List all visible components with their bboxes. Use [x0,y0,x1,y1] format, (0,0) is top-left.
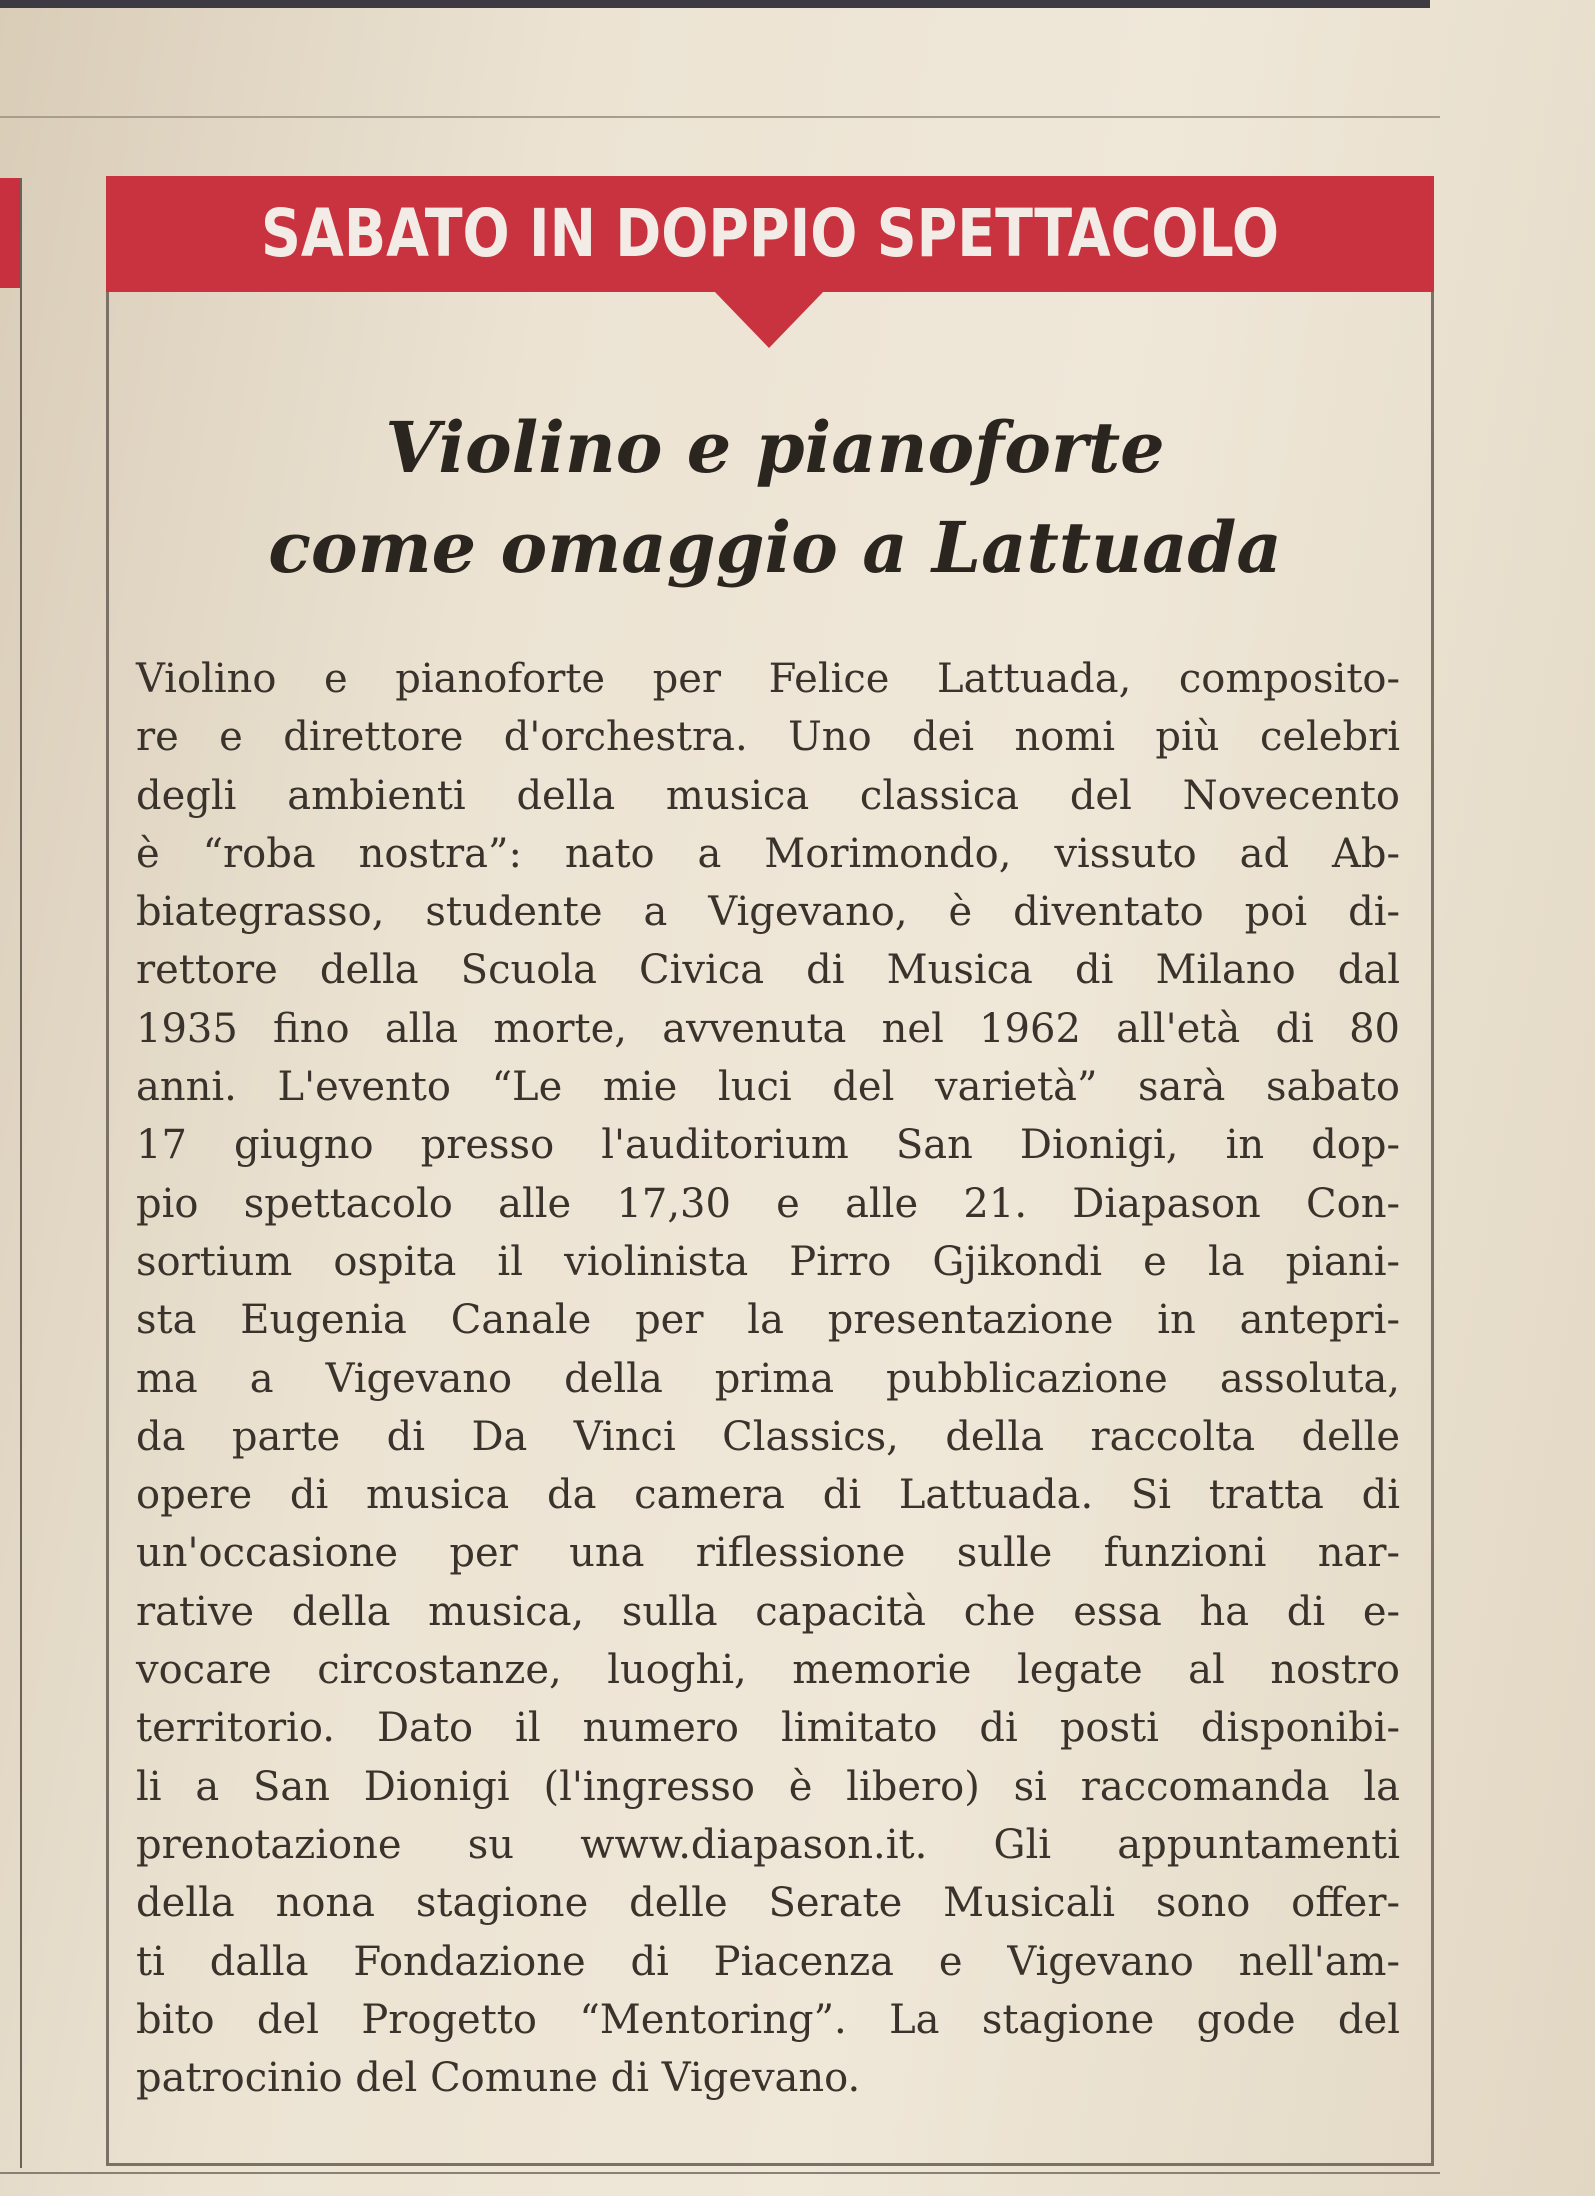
body-line: ti dalla Fondazione di Piacenza e Vigevano nell'am- [136,1938,1400,1985]
article-headline [130,398,1420,598]
banner-pointer [713,290,825,348]
body-line: 1935 fino alla morte, avvenuta nel 1962 all'età di 80 [136,1005,1400,1052]
body-line: ma a Vigevano della prima pubblicazione assoluta, [136,1355,1400,1402]
body-line: prenotazione su www.diapason.it. Gli appuntamenti [136,1821,1400,1868]
body-line: re e direttore d'orchestra. Uno dei nomi più celebri [136,714,1400,761]
adjacent-column-banner [0,178,22,288]
banner-label: SABATO IN DOPPIO SPETTACOLO [260,195,1279,272]
body-line: degli ambienti della musica classica del Novecento [136,772,1400,819]
top-divider [0,116,1440,118]
body-line: bito del Progetto “Mentoring”. La stagione gode del [136,1996,1400,2043]
body-line: li a San Dionigi (l'ingresso è libero) si raccomanda la [136,1763,1400,1810]
top-edge-strip [0,0,1430,8]
article-body [136,650,1400,2107]
body-line: sortium ospita il violinista Pirro Gjikondi e la piani- [136,1238,1400,1285]
body-line: della nona stagione delle Serate Musicali sono offer- [136,1880,1400,1927]
body-line: sta Eugenia Canale per la presentazione in antepri- [136,1297,1400,1344]
body-line: territorio. Dato il numero limitato di posti disponibi- [136,1705,1400,1752]
adjacent-column-border [20,178,22,2168]
body-line: pio spettacolo alle 17,30 e alle 21. Diapason Con- [136,1180,1400,1227]
bottom-divider [0,2172,1440,2174]
body-line: da parte di Da Vinci Classics, della raccolta delle [136,1413,1400,1460]
body-line: 17 giugno presso l'auditorium San Dionigi, in dop- [136,1122,1400,1169]
body-line: è “roba nostra”: nato a Morimondo, vissuto ad Ab- [136,830,1400,877]
body-line: anni. L'evento “Le mie luci del varietà” sarà sabato [136,1064,1400,1111]
body-line: rative della musica, sulla capacità che essa ha di e- [136,1588,1400,1635]
headline-line: come omaggio a Lattuada [268,506,1282,589]
body-line: patrocinio del Comune di Vigevano. [136,2055,861,2102]
body-line: rettore della Scuola Civica di Musica di Milano dal [136,947,1400,994]
body-line: opere di musica da camera di Lattuada. Si tratta di [136,1472,1400,1519]
body-line: vocare circostanze, luoghi, memorie legate al nostro [136,1647,1400,1694]
headline-line: Violino e pianoforte [385,406,1165,489]
body-line: Violino e pianoforte per Felice Lattuada, composito- [136,656,1400,702]
body-line: un'occasione per una riflessione sulle funzioni nar- [136,1530,1400,1577]
body-line: biategrasso, studente a Vigevano, è diventato poi di- [136,889,1400,936]
